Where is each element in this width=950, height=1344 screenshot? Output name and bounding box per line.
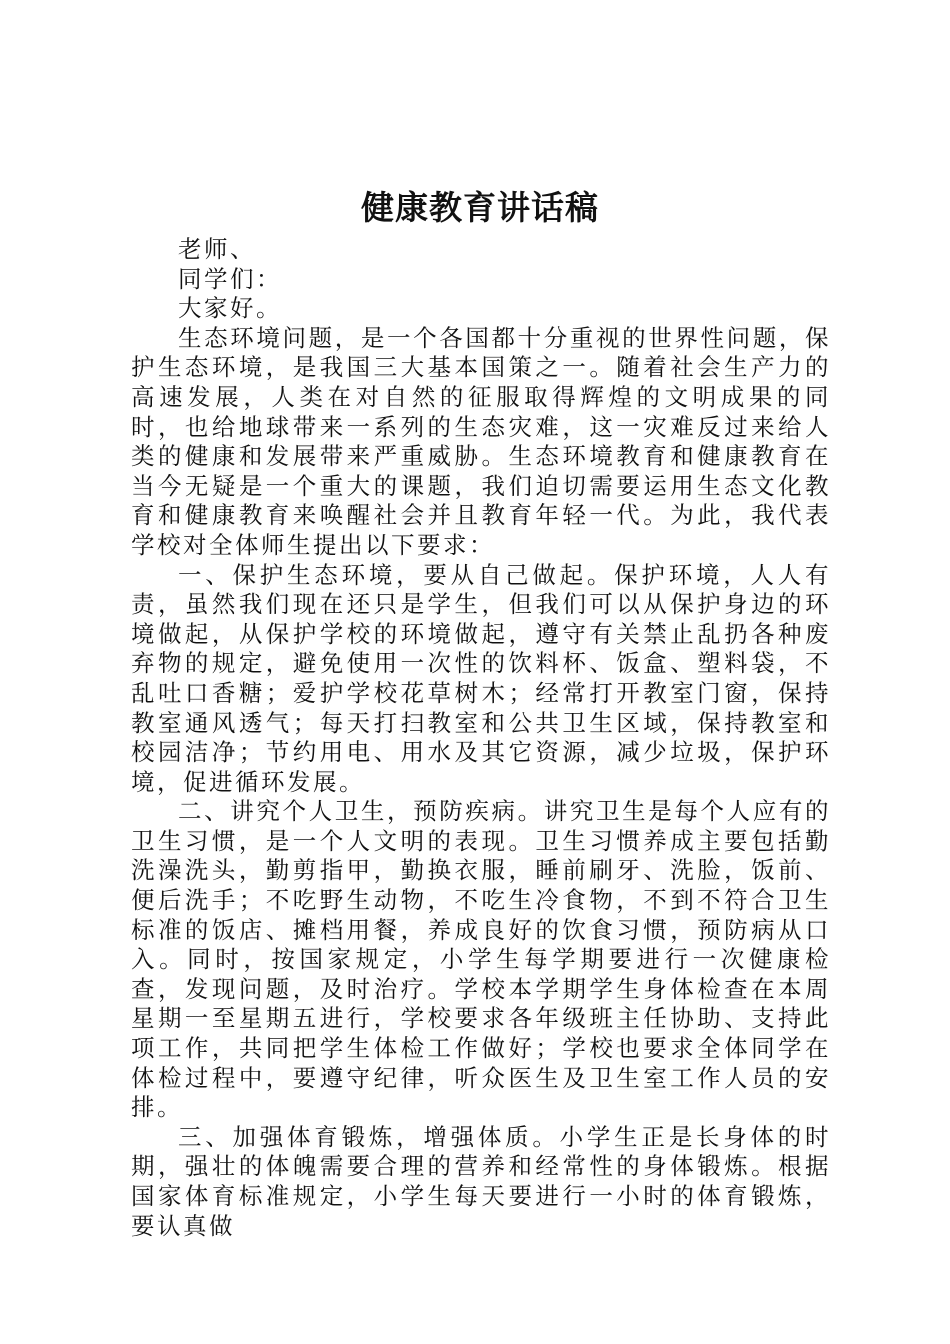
paragraph-exercise: 三、加强体育锻炼，增强体质。小学生正是长身体的时期，强壮的体魄需要合理的营养和经常性的身体锻炼。根据国家体育标准规定，小学生每天要进行一小时的体育锻炼，要认真做	[131, 1122, 831, 1240]
paragraph-hygiene: 二、讲究个人卫生，预防疾病。讲究卫生是每个人应有的卫生习惯，是一个人文明的表现。卫生习惯养成主要包括勤洗澡洗头，勤剪指甲，勤换衣服，睡前刷牙、洗脸，饭前、便后洗手；不吃野生动物，不吃生冷食物，不到不符合卫生标准的饭店、摊档用餐，养成良好的饮食习惯，预防病从口入。同时，按国家规定，小学生每学期要进行一次健康检查，发现问题，及时治疗。学校本学期学生身体检查在本周星期一至星期五进行，学校要求各年级班主任协助、支持此项工作，共同把学生体检工作做好；学校也要求全体同学在体检过程中，要遵守纪律，听众医生及卫生室工作人员的安排。	[131, 797, 831, 1122]
document-body	[131, 235, 831, 1241]
paragraph-environment: 一、保护生态环境，要从自己做起。保护环境，人人有责，虽然我们现在还只是学生，但我们可以从保护身边的环境做起，从保护学校的环境做起，遵守有关禁止乱扔各种废弃物的规定，避免使用一次性的饮料杯、饭盒、塑料袋，不乱吐口香糖；爱护学校花草树木；经常打开教室门窗，保持教室通风透气；每天打扫教室和公共卫生区域，保持教室和校园洁净；节约用电、用水及其它资源，减少垃圾，保护环境，促进循环发展。	[131, 560, 831, 796]
salutation-teachers: 老师、	[178, 235, 256, 263]
salutation-students: 同学们：	[178, 264, 282, 293]
paragraph-intro: 生态环境问题，是一个各国都十分重视的世界性问题，保护生态环境，是我国三大基本国策之一。随着社会生产力的高速发展，人类在对自然的征服取得辉煌的文明成果的同时，也给地球带来一系列的生态灾难，这一灾难反过来给人类的健康和发展带来严重威胁。生态环境教育和健康教育在当今无疑是一个重大的课题，我们迫切需要运用生态文化教育和健康教育来唤醒社会并且教育年轻一代。为此，我代表学校对全体师生提出以下要求：	[131, 323, 831, 559]
document-title: 健康教育讲话稿	[361, 188, 599, 227]
greeting: 大家好。	[178, 294, 282, 323]
